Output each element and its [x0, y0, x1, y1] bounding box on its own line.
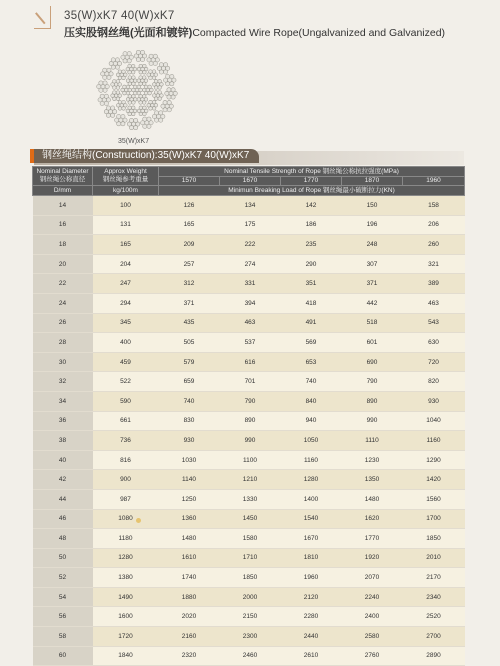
- table-cell: 2440: [281, 627, 342, 647]
- table-cell: 1850: [220, 568, 281, 588]
- table-cell: 28: [33, 333, 93, 353]
- table-row: [33, 254, 465, 274]
- table-row: [33, 646, 465, 666]
- table-cell: 26: [33, 313, 93, 333]
- table-row: [33, 607, 465, 627]
- table-cell: 1740: [159, 568, 220, 588]
- table-cell: 690: [342, 352, 403, 372]
- table-cell: 543: [403, 313, 465, 333]
- table-cell: 100: [93, 196, 159, 216]
- header-diameter: Nominal Diameter 钢丝绳公称直径: [33, 167, 93, 186]
- table-cell: 2890: [403, 646, 465, 666]
- table-cell: 16: [33, 215, 93, 235]
- table-cell: 2610: [281, 646, 342, 666]
- table-cell: 987: [93, 489, 159, 509]
- table-cell: 463: [403, 293, 465, 313]
- table-cell: 505: [159, 333, 220, 353]
- header-weight: Approx Weight 钢丝绳参考重量: [93, 167, 159, 186]
- table-cell: 840: [281, 391, 342, 411]
- table-cell: 1050: [281, 431, 342, 451]
- table-cell: 1840: [93, 646, 159, 666]
- product-title-cn: 压实股钢丝绳(光面和镀锌): [64, 27, 193, 39]
- header-grade: 1870: [342, 177, 403, 186]
- table-cell: 740: [281, 372, 342, 392]
- table-cell: 294: [93, 293, 159, 313]
- table-cell: 435: [159, 313, 220, 333]
- table-cell: 990: [342, 411, 403, 431]
- table-cell: 900: [93, 470, 159, 490]
- table-cell: 518: [342, 313, 403, 333]
- table-cell: 1580: [220, 529, 281, 549]
- table-cell: 2300: [220, 627, 281, 647]
- table-cell: 491: [281, 313, 342, 333]
- table-cell: 14: [33, 196, 93, 216]
- table-row: [33, 529, 465, 549]
- table-cell: 1250: [159, 489, 220, 509]
- table-cell: 235: [281, 235, 342, 255]
- table-cell: 930: [403, 391, 465, 411]
- product-model: 35(W)xK7 40(W)xK7: [64, 10, 175, 22]
- table-cell: 54: [33, 587, 93, 607]
- table-row: [33, 215, 465, 235]
- table-cell: 158: [403, 196, 465, 216]
- table-cell: 740: [159, 391, 220, 411]
- table-cell: 830: [159, 411, 220, 431]
- table-row: [33, 509, 465, 529]
- table-row: [33, 548, 465, 568]
- table-cell: 2460: [220, 646, 281, 666]
- table-cell: 1140: [159, 470, 220, 490]
- table-cell: 1480: [342, 489, 403, 509]
- product-title: [64, 24, 445, 40]
- table-cell: 442: [342, 293, 403, 313]
- product-title-en: Compacted Wire Rope(Ungalvanized and Galvanized): [192, 27, 446, 39]
- table-row: [33, 431, 465, 451]
- table-cell: 42: [33, 470, 93, 490]
- table-cell: 1810: [281, 548, 342, 568]
- table-cell: 1400: [281, 489, 342, 509]
- table-cell: 1080: [93, 509, 159, 529]
- table-cell: 1350: [342, 470, 403, 490]
- table-cell: 590: [93, 391, 159, 411]
- table-cell: 274: [220, 254, 281, 274]
- section-title: 钢丝绳结构(Construction):35(W)xK7 40(W)xK7: [34, 149, 259, 163]
- table-cell: 44: [33, 489, 93, 509]
- table-cell: 2760: [342, 646, 403, 666]
- table-cell: 1290: [403, 450, 465, 470]
- rope-cross-section-icon: [92, 45, 182, 135]
- table-row: [33, 293, 465, 313]
- header-strength: Nominal Tensile Strength of Rope 钢丝绳公称抗拉强度(MPa): [159, 167, 465, 177]
- table-cell: 36: [33, 411, 93, 431]
- table-cell: 1030: [159, 450, 220, 470]
- table-row: [33, 411, 465, 431]
- table-row: [33, 587, 465, 607]
- table-cell: 2340: [403, 587, 465, 607]
- table-cell: 1480: [159, 529, 220, 549]
- table-cell: 24: [33, 293, 93, 313]
- table-cell: 463: [220, 313, 281, 333]
- table-cell: 616: [220, 352, 281, 372]
- table-cell: 34: [33, 391, 93, 411]
- table-cell: 1610: [159, 548, 220, 568]
- table-cell: 165: [93, 235, 159, 255]
- table-cell: 142: [281, 196, 342, 216]
- table-cell: 321: [403, 254, 465, 274]
- table-cell: 1560: [403, 489, 465, 509]
- table-cell: 661: [93, 411, 159, 431]
- table-cell: 32: [33, 372, 93, 392]
- table-cell: 312: [159, 274, 220, 294]
- table-cell: 1380: [93, 568, 159, 588]
- table-cell: 400: [93, 333, 159, 353]
- table-cell: 569: [281, 333, 342, 353]
- table-cell: 2240: [342, 587, 403, 607]
- table-cell: 1450: [220, 509, 281, 529]
- table-cell: 52: [33, 568, 93, 588]
- table-cell: 2150: [220, 607, 281, 627]
- table-cell: 1230: [342, 450, 403, 470]
- table-cell: 537: [220, 333, 281, 353]
- table-cell: 1110: [342, 431, 403, 451]
- table-cell: 630: [403, 333, 465, 353]
- table-cell: 930: [159, 431, 220, 451]
- table-row: [33, 313, 465, 333]
- table-row: [33, 450, 465, 470]
- table-cell: 940: [281, 411, 342, 431]
- table-row: [33, 391, 465, 411]
- table-row: [33, 627, 465, 647]
- table-cell: 990: [220, 431, 281, 451]
- decorative-dot: [136, 518, 141, 523]
- table-row: [33, 333, 465, 353]
- table-cell: 22: [33, 274, 93, 294]
- table-cell: 1280: [93, 548, 159, 568]
- table-cell: 351: [281, 274, 342, 294]
- table-cell: 1850: [403, 529, 465, 549]
- table-cell: 1540: [281, 509, 342, 529]
- table-cell: 20: [33, 254, 93, 274]
- table-cell: 1210: [220, 470, 281, 490]
- table-cell: 175: [220, 215, 281, 235]
- table-cell: 1490: [93, 587, 159, 607]
- table-cell: 46: [33, 509, 93, 529]
- table-cell: 2700: [403, 627, 465, 647]
- table-row: [33, 352, 465, 372]
- table-cell: 150: [342, 196, 403, 216]
- table-cell: 1160: [281, 450, 342, 470]
- table-cell: 720: [403, 352, 465, 372]
- table-cell: 1700: [403, 509, 465, 529]
- table-cell: 1160: [403, 431, 465, 451]
- table-row: [33, 235, 465, 255]
- table-cell: 522: [93, 372, 159, 392]
- table-cell: 1180: [93, 529, 159, 549]
- table-cell: 1620: [342, 509, 403, 529]
- spec-table: [32, 166, 465, 666]
- table-cell: 2160: [159, 627, 220, 647]
- table-cell: 48: [33, 529, 93, 549]
- table-cell: 1360: [159, 509, 220, 529]
- table-cell: 394: [220, 293, 281, 313]
- corner-mark-icon: [34, 6, 51, 29]
- table-row: [33, 274, 465, 294]
- table-cell: 790: [220, 391, 281, 411]
- table-cell: 1420: [403, 470, 465, 490]
- table-cell: 2520: [403, 607, 465, 627]
- table-cell: 209: [159, 235, 220, 255]
- table-cell: 30: [33, 352, 93, 372]
- table-cell: 890: [342, 391, 403, 411]
- header-grade: 1770: [281, 177, 342, 186]
- table-row: [33, 470, 465, 490]
- header-grade: 1960: [403, 177, 465, 186]
- table-cell: 307: [342, 254, 403, 274]
- table-cell: 601: [342, 333, 403, 353]
- table-cell: 371: [342, 274, 403, 294]
- table-cell: 2580: [342, 627, 403, 647]
- table-cell: 1770: [342, 529, 403, 549]
- table-cell: 345: [93, 313, 159, 333]
- table-cell: 371: [159, 293, 220, 313]
- table-cell: 1960: [281, 568, 342, 588]
- table-cell: 126: [159, 196, 220, 216]
- header-grade: 1570: [159, 177, 220, 186]
- table-cell: 1600: [93, 607, 159, 627]
- table-cell: 459: [93, 352, 159, 372]
- unit-weight: kg/100m: [93, 186, 159, 196]
- table-cell: 247: [93, 274, 159, 294]
- table-cell: 579: [159, 352, 220, 372]
- table-cell: 1710: [220, 548, 281, 568]
- table-cell: 2170: [403, 568, 465, 588]
- rope-figure-label: 35(W)xK7: [118, 138, 150, 145]
- table-cell: 196: [342, 215, 403, 235]
- table-cell: 1720: [93, 627, 159, 647]
- table-cell: 222: [220, 235, 281, 255]
- table-cell: 820: [403, 372, 465, 392]
- unit-diameter: D/mm: [33, 186, 93, 196]
- table-cell: 2000: [220, 587, 281, 607]
- table-cell: 890: [220, 411, 281, 431]
- table-cell: 2020: [159, 607, 220, 627]
- header-breaking-load: Minimun Breaking Load of Rope 钢丝绳最小破断拉力(KN): [159, 186, 465, 196]
- table-cell: 50: [33, 548, 93, 568]
- table-cell: 18: [33, 235, 93, 255]
- table-cell: 1670: [281, 529, 342, 549]
- table-row: [33, 489, 465, 509]
- table-cell: 290: [281, 254, 342, 274]
- table-row: [33, 196, 465, 216]
- table-cell: 653: [281, 352, 342, 372]
- table-cell: 2400: [342, 607, 403, 627]
- table-cell: 1920: [342, 548, 403, 568]
- table-cell: 816: [93, 450, 159, 470]
- table-cell: 206: [403, 215, 465, 235]
- table-cell: 1330: [220, 489, 281, 509]
- table-cell: 1280: [281, 470, 342, 490]
- table-cell: 56: [33, 607, 93, 627]
- table-cell: 38: [33, 431, 93, 451]
- table-cell: 204: [93, 254, 159, 274]
- table-cell: 389: [403, 274, 465, 294]
- table-cell: 701: [220, 372, 281, 392]
- table-cell: 1880: [159, 587, 220, 607]
- table-cell: 186: [281, 215, 342, 235]
- table-cell: 2320: [159, 646, 220, 666]
- table-cell: 60: [33, 646, 93, 666]
- table-row: [33, 372, 465, 392]
- table-cell: 165: [159, 215, 220, 235]
- table-cell: 1040: [403, 411, 465, 431]
- table-cell: 260: [403, 235, 465, 255]
- table-cell: 790: [342, 372, 403, 392]
- table-cell: 131: [93, 215, 159, 235]
- table-cell: 659: [159, 372, 220, 392]
- table-cell: 257: [159, 254, 220, 274]
- table-row: [33, 568, 465, 588]
- table-cell: 736: [93, 431, 159, 451]
- table-cell: 248: [342, 235, 403, 255]
- table-cell: 58: [33, 627, 93, 647]
- table-cell: 2120: [281, 587, 342, 607]
- table-cell: 134: [220, 196, 281, 216]
- table-cell: 418: [281, 293, 342, 313]
- table-cell: 2070: [342, 568, 403, 588]
- table-cell: 2010: [403, 548, 465, 568]
- table-cell: 2280: [281, 607, 342, 627]
- table-cell: 331: [220, 274, 281, 294]
- table-cell: 40: [33, 450, 93, 470]
- table-cell: 1100: [220, 450, 281, 470]
- header-grade: 1670: [220, 177, 281, 186]
